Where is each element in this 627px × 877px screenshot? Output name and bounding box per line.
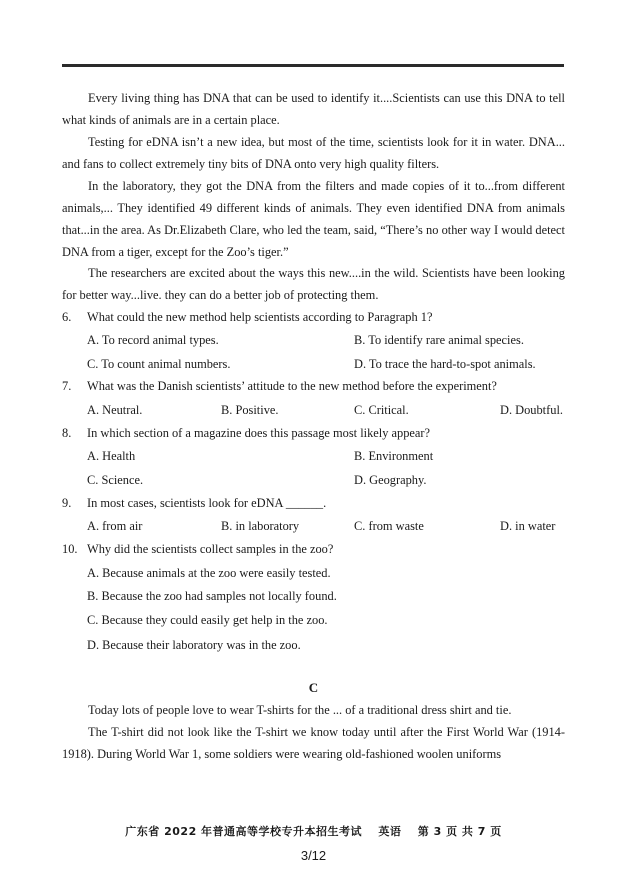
q10-option-a[interactable]: A. Because animals at the zoo were easily tested.	[87, 566, 331, 580]
q10-option-b[interactable]: B. Because the zoo had samples not locally found.	[87, 589, 337, 603]
q7-option-c[interactable]: C. Critical.	[354, 403, 409, 417]
passage-paragraph-2: Testing for eDNA isn’t a new idea, but most of the time, scientists look for it in water. DNA... and fans to collect extremely tiny bits of DNA onto very high quality filters.	[62, 135, 565, 171]
q9-option-b[interactable]: B. in laboratory	[221, 519, 300, 533]
q7-option-a[interactable]: A. Neutral.	[87, 403, 143, 417]
q10-option-c[interactable]: C. Because they could easily get help in the zoo.	[87, 613, 328, 627]
question-text: What was the Danish scientists’ attitude to the new method before the experiment?	[87, 379, 497, 393]
question-number: 8.	[62, 426, 72, 440]
q9-option-d[interactable]: D. in water	[500, 519, 556, 533]
page-number: 3/12	[300, 848, 327, 863]
question-number: 10.	[62, 542, 78, 556]
section-c-paragraph-2: The T-shirt did not look like the T-shirt we know today until after the First World War (1914-1918). During World War 1, some soldiers were wearing old-fashioned woolen uniforms	[62, 725, 565, 761]
question-text: Why did the scientists collect samples in the zoo?	[87, 542, 334, 556]
passage-paragraph-1: Every living thing has DNA that can be used to identify it....Scientists can use this DNA to tell what kinds of animals are in a certain place.	[62, 91, 565, 127]
q7-option-d[interactable]: D. Doubtful.	[500, 403, 563, 417]
passage-paragraph-4: The researchers are excited about the ways this new....in the wild. Scientists have been looking for better way...live. they can do a better job of protecting them.	[62, 266, 565, 302]
top-rule	[62, 64, 564, 67]
q8-option-c[interactable]: C. Science.	[87, 473, 144, 487]
q7-option-b[interactable]: B. Positive.	[221, 403, 279, 417]
q6-option-c[interactable]: C. To count animal numbers.	[87, 357, 231, 371]
question-number: 6.	[62, 310, 72, 324]
footer-page-info: 第 3 页 共 7 页	[417, 825, 502, 838]
question-number: 7.	[62, 379, 72, 393]
q8-option-a[interactable]: A. Health	[87, 449, 136, 463]
footer-subject: 英语	[378, 825, 402, 838]
question-text: In which section of a magazine does this passage most likely appear?	[87, 426, 431, 440]
q10-option-d[interactable]: D. Because their laboratory was in the zoo.	[87, 638, 301, 652]
question-number: 9.	[62, 496, 72, 510]
q9-option-a[interactable]: A. from air	[87, 519, 143, 533]
q8-option-b[interactable]: B. Environment	[354, 449, 434, 463]
section-heading: C	[308, 680, 319, 695]
q6-option-b[interactable]: B. To identify rare animal species.	[354, 333, 524, 347]
q8-option-d[interactable]: D. Geography.	[354, 473, 427, 487]
page-footer	[0, 823, 627, 839]
passage-paragraph-3: In the laboratory, they got the DNA from the filters and made copies of it to...from different animals,... They identified 49 different kinds of animals. They even identified DNA from animals that...in the area. As Dr.Elizabeth Clare, who led the team, said, “There’s no other way I would detect DNA from a tiger, except for the Zoo’s tiger.”	[62, 179, 565, 259]
question-text: In most cases, scientists look for eDNA ______.	[87, 496, 327, 510]
q6-option-d[interactable]: D. To trace the hard-to-spot animals.	[354, 357, 536, 371]
q9-option-c[interactable]: C. from waste	[354, 519, 424, 533]
footer-exam-title: 广东省 2022 年普通高等学校专升本招生考试	[125, 825, 363, 838]
section-c-paragraph-1: Today lots of people love to wear T-shirts for the ... of a traditional dress shirt and tie.	[88, 703, 512, 717]
question-text: What could the new method help scientists according to Paragraph 1?	[87, 310, 433, 324]
q6-option-a[interactable]: A. To record animal types.	[87, 333, 219, 347]
